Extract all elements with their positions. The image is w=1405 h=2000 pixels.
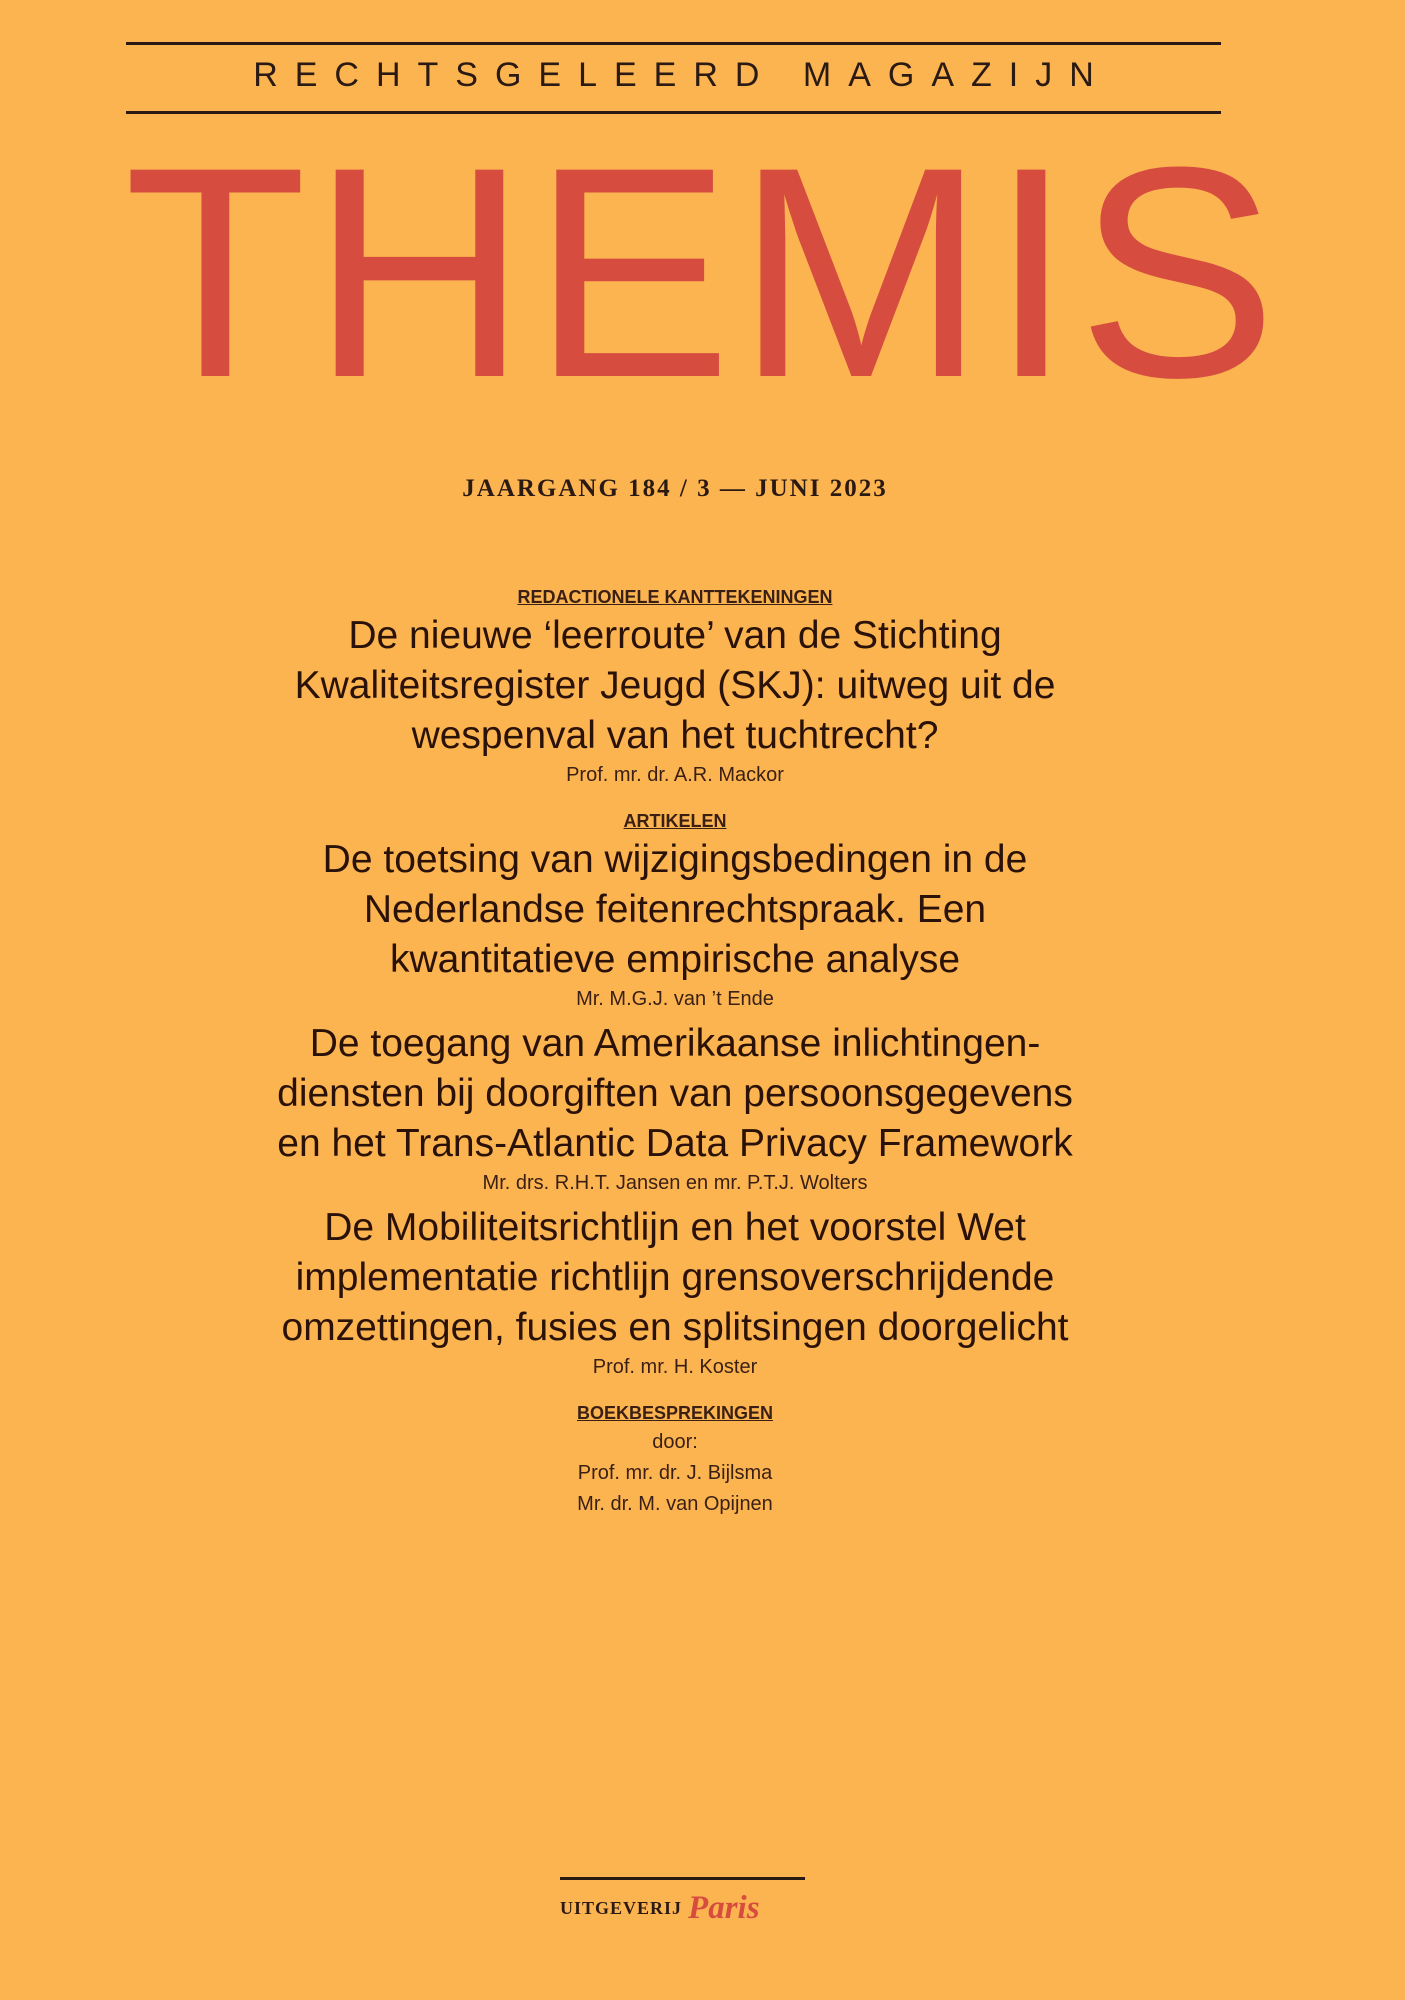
editorial-article — [0, 611, 1350, 789]
article-title-line: De toegang van Amerikaanse inlichtingen- — [309, 1022, 1041, 1065]
article-title-line: Nederlandse feitenrechtspraak. Een — [363, 888, 987, 931]
section-heading-articles: ARTIKELEN — [623, 811, 727, 831]
table-of-contents — [0, 583, 1350, 1520]
masthead-title: THEMIS — [123, 104, 1282, 440]
article-item — [0, 1203, 1350, 1381]
article-item — [0, 835, 1350, 1013]
article-title-line: en het Trans-Atlantic Data Privacy Framework — [277, 1122, 1073, 1165]
reviewer-name: Mr. dr. M. van Opijnen — [577, 1493, 773, 1515]
magazine-subtitle: RECHTSGELEERD MAGAZIJN — [253, 56, 1111, 94]
article-title-line: De toetsing van wijzigingsbedingen in de — [322, 838, 1028, 881]
article-author: Mr. M.G.J. van ’t Ende — [576, 988, 774, 1010]
article-title-line: De nieuwe ‘leerroute’ van de Stichting — [348, 614, 1002, 657]
article-title-line: De Mobiliteitsrichtlijn en het voorstel Wet — [324, 1206, 1026, 1249]
article-title-line: implementatie richtlijn grensoverschrijdende — [295, 1256, 1055, 1299]
publisher-logo — [560, 1877, 805, 1927]
article-author: Prof. mr. H. Koster — [592, 1356, 758, 1378]
section-heading-reviews: BOEKBESPREKINGEN — [576, 1403, 774, 1423]
article-title-line: diensten bij doorgiften van persoonsgegevens — [277, 1072, 1073, 1115]
publisher-name: Paris — [688, 1890, 760, 1926]
article-item — [0, 1019, 1350, 1197]
publisher-label: UITGEVERIJ — [560, 1898, 683, 1918]
issue-info: JAARGANG 184 / 3 — JUNI 2023 — [462, 475, 888, 502]
article-author: Prof. mr. dr. A.R. Mackor — [566, 764, 784, 786]
article-title-line: Kwaliteitsregister Jeugd (SKJ): uitweg uit de — [294, 664, 1056, 707]
reviews-by-label: door: — [652, 1431, 698, 1453]
article-author: Mr. drs. R.H.T. Jansen en mr. P.T.J. Wolters — [482, 1172, 868, 1194]
article-title-line: kwantitatieve empirische analyse — [389, 938, 961, 981]
top-rule — [126, 42, 1221, 45]
article-title-line: omzettingen, fusies en splitsingen doorgelicht — [281, 1306, 1069, 1349]
article-title-line: wespenval van het tuchtrecht? — [411, 714, 939, 757]
section-heading-editorial: REDACTIONELE KANTTEKENINGEN — [517, 587, 833, 607]
reviewer-name: Prof. mr. dr. J. Bijlsma — [577, 1462, 773, 1484]
